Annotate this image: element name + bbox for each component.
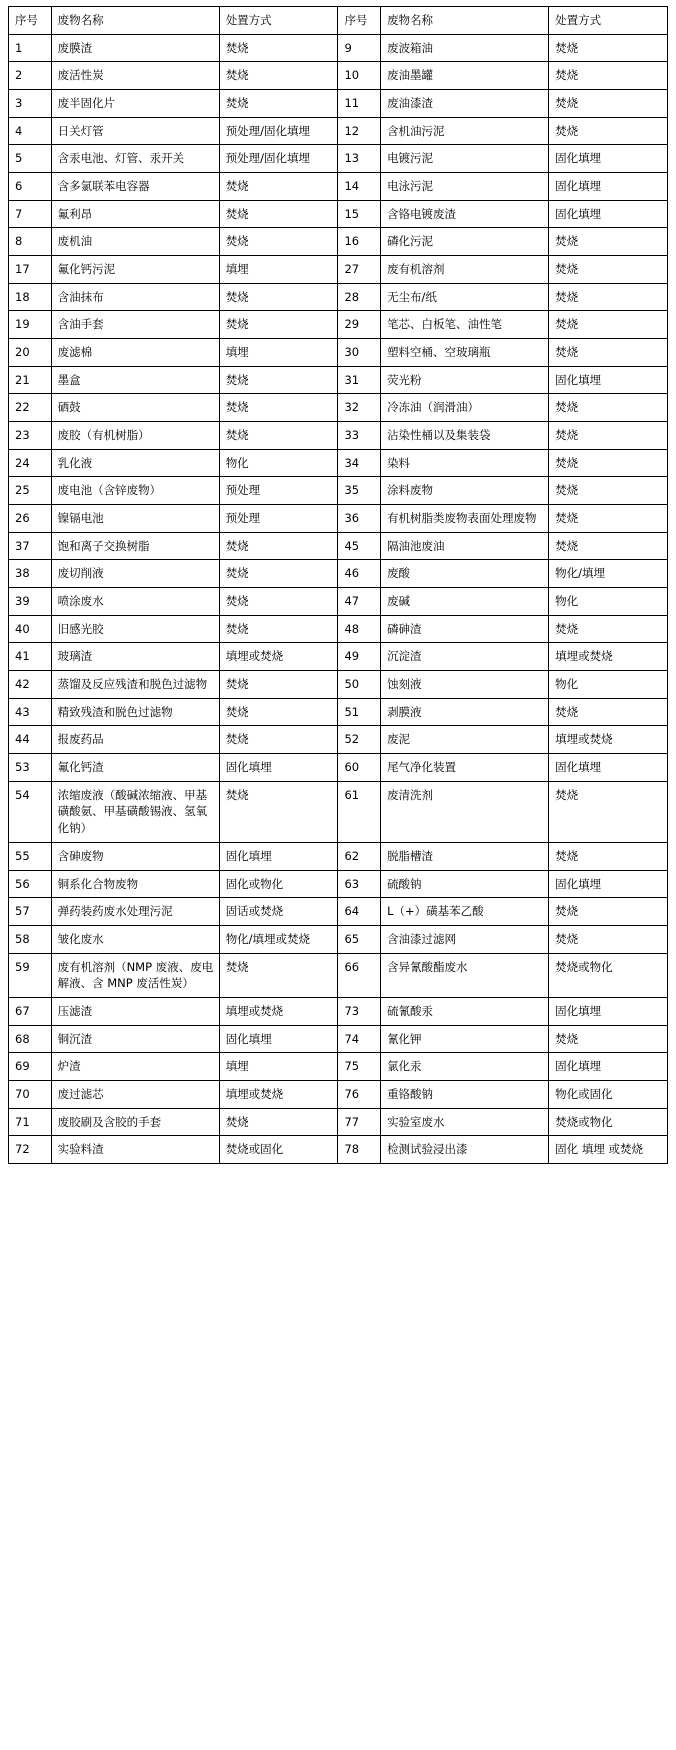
cell-disposal-method: 固化填埋 xyxy=(549,145,668,173)
cell-index: 41 xyxy=(9,643,52,671)
cell-waste-name: 实验室废水 xyxy=(381,1108,549,1136)
cell-disposal-method: 焚烧或物化 xyxy=(549,1108,668,1136)
cell-disposal-method: 焚烧 xyxy=(219,726,338,754)
table-row xyxy=(9,366,668,394)
cell-waste-name: 含异氰酸酯废水 xyxy=(381,953,549,997)
cell-index: 53 xyxy=(9,754,52,782)
cell-disposal-method: 焚烧 xyxy=(219,615,338,643)
cell-index: 31 xyxy=(338,366,381,394)
table-row xyxy=(9,997,668,1025)
cell-waste-name: 涂料废物 xyxy=(381,477,549,505)
cell-index: 9 xyxy=(338,34,381,62)
cell-waste-name: 沾染性桶以及集装袋 xyxy=(381,422,549,450)
cell-disposal-method: 固化填埋 xyxy=(549,754,668,782)
table-row xyxy=(9,62,668,90)
cell-waste-name: 荧光粉 xyxy=(381,366,549,394)
cell-index: 61 xyxy=(338,781,381,842)
cell-waste-name: 废酸 xyxy=(381,560,549,588)
cell-index: 2 xyxy=(9,62,52,90)
cell-waste-name: 含砷废物 xyxy=(51,842,219,870)
cell-index: 15 xyxy=(338,200,381,228)
cell-index: 14 xyxy=(338,173,381,201)
cell-index: 72 xyxy=(9,1136,52,1164)
cell-disposal-method: 焚烧 xyxy=(549,449,668,477)
cell-index: 52 xyxy=(338,726,381,754)
cell-index: 45 xyxy=(338,532,381,560)
cell-disposal-method: 焚烧 xyxy=(219,394,338,422)
cell-disposal-method: 焚烧 xyxy=(549,283,668,311)
cell-disposal-method: 固化 填埋 或焚烧 xyxy=(549,1136,668,1164)
cell-index: 7 xyxy=(9,200,52,228)
cell-disposal-method: 填埋或焚烧 xyxy=(219,997,338,1025)
cell-index: 67 xyxy=(9,997,52,1025)
cell-disposal-method: 固化填埋 xyxy=(549,997,668,1025)
cell-disposal-method: 预处理 xyxy=(219,477,338,505)
cell-waste-name: 脱脂槽渣 xyxy=(381,842,549,870)
cell-index: 58 xyxy=(9,925,52,953)
cell-index: 60 xyxy=(338,754,381,782)
cell-disposal-method: 焚烧 xyxy=(219,366,338,394)
cell-waste-name: 含机油污泥 xyxy=(381,117,549,145)
cell-waste-name: 氰化钾 xyxy=(381,1025,549,1053)
cell-disposal-method: 焚烧 xyxy=(549,228,668,256)
cell-disposal-method: 填埋 xyxy=(219,339,338,367)
cell-disposal-method: 预处理/固化填埋 xyxy=(219,117,338,145)
cell-index: 39 xyxy=(9,588,52,616)
cell-disposal-method: 焚烧 xyxy=(549,898,668,926)
cell-index: 12 xyxy=(338,117,381,145)
cell-index: 17 xyxy=(9,256,52,284)
cell-disposal-method: 预处理 xyxy=(219,505,338,533)
cell-disposal-method: 填埋或焚烧 xyxy=(219,643,338,671)
cell-waste-name: 废电池（含锌废物） xyxy=(51,477,219,505)
cell-index: 54 xyxy=(9,781,52,842)
cell-disposal-method: 焚烧 xyxy=(219,283,338,311)
cell-index: 13 xyxy=(338,145,381,173)
cell-index: 34 xyxy=(338,449,381,477)
cell-index: 5 xyxy=(9,145,52,173)
cell-disposal-method: 焚烧 xyxy=(549,311,668,339)
cell-disposal-method: 物化 xyxy=(549,588,668,616)
cell-waste-name: 笔芯、白板笔、油性笔 xyxy=(381,311,549,339)
cell-disposal-method: 焚烧 xyxy=(219,34,338,62)
cell-waste-name: 弹药装药废水处理污泥 xyxy=(51,898,219,926)
cell-index: 51 xyxy=(338,698,381,726)
table-row xyxy=(9,422,668,450)
cell-index: 47 xyxy=(338,588,381,616)
cell-index: 27 xyxy=(338,256,381,284)
table-row xyxy=(9,671,668,699)
cell-waste-name: 废有机溶剂（NMP 废液、废电解液、含 MNP 废活性炭） xyxy=(51,953,219,997)
cell-waste-name: 氯化汞 xyxy=(381,1053,549,1081)
cell-waste-name: 塑料空桶、空玻璃瓶 xyxy=(381,339,549,367)
cell-waste-name: 氟化钙污泥 xyxy=(51,256,219,284)
cell-waste-name: 废胶（有机树脂） xyxy=(51,422,219,450)
cell-waste-name: 炉渣 xyxy=(51,1053,219,1081)
cell-disposal-method: 焚烧 xyxy=(549,339,668,367)
cell-disposal-method: 焚烧 xyxy=(549,842,668,870)
cell-waste-name: 墨盒 xyxy=(51,366,219,394)
cell-waste-name: 废有机溶剂 xyxy=(381,256,549,284)
table-header-cell: 序号 xyxy=(9,7,52,35)
cell-waste-name: 氟利昂 xyxy=(51,200,219,228)
cell-waste-name: 含汞电池、灯管、汞开关 xyxy=(51,145,219,173)
cell-waste-name: L（+）磺基苯乙酸 xyxy=(381,898,549,926)
table-row xyxy=(9,615,668,643)
cell-index: 44 xyxy=(9,726,52,754)
cell-index: 75 xyxy=(338,1053,381,1081)
table-row xyxy=(9,842,668,870)
cell-disposal-method: 焚烧 xyxy=(219,560,338,588)
cell-waste-name: 喷涂废水 xyxy=(51,588,219,616)
table-header-cell: 序号 xyxy=(338,7,381,35)
table-header-cell: 处置方式 xyxy=(219,7,338,35)
table-row xyxy=(9,256,668,284)
cell-waste-name: 含油漆过滤网 xyxy=(381,925,549,953)
cell-waste-name: 废油墨罐 xyxy=(381,62,549,90)
table-row xyxy=(9,560,668,588)
cell-disposal-method: 物化 xyxy=(219,449,338,477)
cell-waste-name: 蒸馏及反应残渣和脱色过滤物 xyxy=(51,671,219,699)
cell-disposal-method: 焚烧 xyxy=(219,200,338,228)
cell-waste-name: 染料 xyxy=(381,449,549,477)
cell-disposal-method: 固化填埋 xyxy=(549,173,668,201)
cell-waste-name: 废半固化片 xyxy=(51,90,219,118)
cell-waste-name: 磷砷渣 xyxy=(381,615,549,643)
cell-index: 38 xyxy=(9,560,52,588)
table-row xyxy=(9,145,668,173)
cell-disposal-method: 填埋或焚烧 xyxy=(549,643,668,671)
table-row xyxy=(9,1136,668,1164)
cell-disposal-method: 物化或固化 xyxy=(549,1080,668,1108)
cell-index: 46 xyxy=(338,560,381,588)
cell-index: 10 xyxy=(338,62,381,90)
cell-index: 29 xyxy=(338,311,381,339)
cell-index: 33 xyxy=(338,422,381,450)
table-header-row xyxy=(9,7,668,35)
cell-index: 23 xyxy=(9,422,52,450)
cell-waste-name: 废滤棉 xyxy=(51,339,219,367)
cell-waste-name: 含油抹布 xyxy=(51,283,219,311)
cell-disposal-method: 物化/填埋 xyxy=(549,560,668,588)
cell-waste-name: 精致残渣和脱色过滤物 xyxy=(51,698,219,726)
cell-disposal-method: 焚烧 xyxy=(549,615,668,643)
cell-index: 1 xyxy=(9,34,52,62)
cell-waste-name: 含油手套 xyxy=(51,311,219,339)
cell-disposal-method: 填埋 xyxy=(219,256,338,284)
cell-waste-name: 废机油 xyxy=(51,228,219,256)
cell-index: 59 xyxy=(9,953,52,997)
cell-waste-name: 硫酸钠 xyxy=(381,870,549,898)
cell-index: 37 xyxy=(9,532,52,560)
cell-index: 73 xyxy=(338,997,381,1025)
cell-disposal-method: 焚烧或固化 xyxy=(219,1136,338,1164)
cell-index: 64 xyxy=(338,898,381,926)
cell-disposal-method: 焚烧 xyxy=(219,311,338,339)
table-row xyxy=(9,726,668,754)
cell-disposal-method: 焚烧 xyxy=(219,228,338,256)
cell-disposal-method: 焚烧 xyxy=(219,532,338,560)
cell-disposal-method: 焚烧 xyxy=(549,698,668,726)
cell-index: 28 xyxy=(338,283,381,311)
cell-index: 68 xyxy=(9,1025,52,1053)
cell-waste-name: 实验料渣 xyxy=(51,1136,219,1164)
cell-waste-name: 饱和离子交换树脂 xyxy=(51,532,219,560)
table-row xyxy=(9,283,668,311)
cell-index: 16 xyxy=(338,228,381,256)
cell-waste-name: 检测试验浸出漆 xyxy=(381,1136,549,1164)
cell-index: 71 xyxy=(9,1108,52,1136)
cell-index: 35 xyxy=(338,477,381,505)
cell-index: 78 xyxy=(338,1136,381,1164)
cell-index: 69 xyxy=(9,1053,52,1081)
cell-disposal-method: 焚烧 xyxy=(549,394,668,422)
table-row xyxy=(9,228,668,256)
cell-waste-name: 剥膜液 xyxy=(381,698,549,726)
cell-disposal-method: 焚烧 xyxy=(549,117,668,145)
table-row xyxy=(9,505,668,533)
cell-disposal-method: 填埋 xyxy=(219,1053,338,1081)
cell-disposal-method: 焚烧 xyxy=(549,1025,668,1053)
table-row xyxy=(9,117,668,145)
cell-index: 48 xyxy=(338,615,381,643)
waste-disposal-table xyxy=(8,6,668,1164)
cell-index: 32 xyxy=(338,394,381,422)
table-row xyxy=(9,1025,668,1053)
cell-index: 25 xyxy=(9,477,52,505)
cell-index: 76 xyxy=(338,1080,381,1108)
table-row xyxy=(9,1108,668,1136)
cell-index: 3 xyxy=(9,90,52,118)
cell-disposal-method: 物化/填埋或焚烧 xyxy=(219,925,338,953)
table-row xyxy=(9,311,668,339)
table-row xyxy=(9,90,668,118)
cell-waste-name: 废膜渣 xyxy=(51,34,219,62)
cell-disposal-method: 固化填埋 xyxy=(549,870,668,898)
cell-waste-name: 蚀刻液 xyxy=(381,671,549,699)
table-row xyxy=(9,781,668,842)
cell-waste-name: 沉淀渣 xyxy=(381,643,549,671)
table-row xyxy=(9,1053,668,1081)
cell-index: 74 xyxy=(338,1025,381,1053)
cell-index: 42 xyxy=(9,671,52,699)
cell-waste-name: 尾气净化装置 xyxy=(381,754,549,782)
table-row xyxy=(9,925,668,953)
cell-disposal-method: 焚烧 xyxy=(549,532,668,560)
cell-index: 22 xyxy=(9,394,52,422)
cell-waste-name: 含多氯联苯电容器 xyxy=(51,173,219,201)
table-row xyxy=(9,449,668,477)
cell-waste-name: 硫氰酸汞 xyxy=(381,997,549,1025)
cell-disposal-method: 预处理/固化填埋 xyxy=(219,145,338,173)
cell-index: 57 xyxy=(9,898,52,926)
cell-waste-name: 重铬酸钠 xyxy=(381,1080,549,1108)
cell-waste-name: 氟化钙渣 xyxy=(51,754,219,782)
cell-waste-name: 含铬电镀废渣 xyxy=(381,200,549,228)
cell-disposal-method: 焚烧 xyxy=(549,90,668,118)
cell-waste-name: 旧感光胶 xyxy=(51,615,219,643)
cell-disposal-method: 焚烧 xyxy=(549,505,668,533)
cell-disposal-method: 固话或焚烧 xyxy=(219,898,338,926)
cell-waste-name: 废碱 xyxy=(381,588,549,616)
table-row xyxy=(9,754,668,782)
cell-index: 20 xyxy=(9,339,52,367)
cell-waste-name: 磷化污泥 xyxy=(381,228,549,256)
cell-waste-name: 电泳污泥 xyxy=(381,173,549,201)
cell-waste-name: 废泥 xyxy=(381,726,549,754)
table-header-cell: 废物名称 xyxy=(51,7,219,35)
cell-index: 56 xyxy=(9,870,52,898)
cell-index: 18 xyxy=(9,283,52,311)
cell-disposal-method: 焚烧 xyxy=(219,698,338,726)
cell-disposal-method: 焚烧 xyxy=(549,34,668,62)
cell-index: 36 xyxy=(338,505,381,533)
cell-waste-name: 乳化液 xyxy=(51,449,219,477)
table-header-cell: 处置方式 xyxy=(549,7,668,35)
cell-disposal-method: 焚烧 xyxy=(219,953,338,997)
cell-disposal-method: 焚烧 xyxy=(549,422,668,450)
table-row xyxy=(9,532,668,560)
cell-disposal-method: 焚烧 xyxy=(219,422,338,450)
cell-disposal-method: 焚烧 xyxy=(549,256,668,284)
cell-index: 77 xyxy=(338,1108,381,1136)
cell-disposal-method: 固化填埋 xyxy=(219,1025,338,1053)
cell-waste-name: 废切削液 xyxy=(51,560,219,588)
table-row xyxy=(9,477,668,505)
cell-waste-name: 皱化废水 xyxy=(51,925,219,953)
cell-disposal-method: 焚烧 xyxy=(549,781,668,842)
cell-index: 4 xyxy=(9,117,52,145)
cell-waste-name: 压滤渣 xyxy=(51,997,219,1025)
cell-disposal-method: 填埋或焚烧 xyxy=(219,1080,338,1108)
cell-disposal-method: 固化填埋 xyxy=(549,200,668,228)
cell-disposal-method: 焚烧或物化 xyxy=(549,953,668,997)
cell-disposal-method: 焚烧 xyxy=(219,1108,338,1136)
cell-index: 21 xyxy=(9,366,52,394)
table-row xyxy=(9,1080,668,1108)
cell-disposal-method: 焚烧 xyxy=(219,90,338,118)
cell-waste-name: 有机树脂类废物表面处理废物 xyxy=(381,505,549,533)
cell-waste-name: 冷冻油（润滑油） xyxy=(381,394,549,422)
cell-waste-name: 镍镉电池 xyxy=(51,505,219,533)
table-row xyxy=(9,953,668,997)
table-row xyxy=(9,588,668,616)
cell-disposal-method: 固化填埋 xyxy=(549,366,668,394)
cell-index: 30 xyxy=(338,339,381,367)
cell-index: 70 xyxy=(9,1080,52,1108)
table-row xyxy=(9,173,668,201)
cell-waste-name: 铜沉渣 xyxy=(51,1025,219,1053)
table-row xyxy=(9,698,668,726)
cell-disposal-method: 焚烧 xyxy=(219,671,338,699)
cell-waste-name: 废波箱油 xyxy=(381,34,549,62)
table-row xyxy=(9,34,668,62)
cell-index: 62 xyxy=(338,842,381,870)
cell-index: 40 xyxy=(9,615,52,643)
cell-waste-name: 隔油池废油 xyxy=(381,532,549,560)
cell-waste-name: 玻璃渣 xyxy=(51,643,219,671)
cell-waste-name: 浓缩废液（酸碱浓缩液、甲基磺酸氨、甲基磺酸锡液、氢氧化钠） xyxy=(51,781,219,842)
cell-disposal-method: 固化填埋 xyxy=(219,754,338,782)
cell-index: 55 xyxy=(9,842,52,870)
cell-waste-name: 废过滤芯 xyxy=(51,1080,219,1108)
cell-index: 66 xyxy=(338,953,381,997)
cell-waste-name: 硒鼓 xyxy=(51,394,219,422)
table-row xyxy=(9,394,668,422)
table-row xyxy=(9,643,668,671)
cell-waste-name: 废油漆渣 xyxy=(381,90,549,118)
cell-waste-name: 日关灯管 xyxy=(51,117,219,145)
cell-waste-name: 无尘布/纸 xyxy=(381,283,549,311)
table-row xyxy=(9,200,668,228)
cell-index: 19 xyxy=(9,311,52,339)
cell-index: 8 xyxy=(9,228,52,256)
cell-waste-name: 电镀污泥 xyxy=(381,145,549,173)
cell-disposal-method: 固化填埋 xyxy=(219,842,338,870)
table-row xyxy=(9,898,668,926)
cell-disposal-method: 固化填埋 xyxy=(549,1053,668,1081)
cell-disposal-method: 物化 xyxy=(549,671,668,699)
cell-index: 50 xyxy=(338,671,381,699)
cell-index: 63 xyxy=(338,870,381,898)
cell-index: 26 xyxy=(9,505,52,533)
table-row xyxy=(9,870,668,898)
cell-waste-name: 废活性炭 xyxy=(51,62,219,90)
table-header-cell: 废物名称 xyxy=(381,7,549,35)
cell-index: 49 xyxy=(338,643,381,671)
cell-disposal-method: 固化或物化 xyxy=(219,870,338,898)
cell-index: 24 xyxy=(9,449,52,477)
cell-disposal-method: 焚烧 xyxy=(219,173,338,201)
cell-waste-name: 报废药品 xyxy=(51,726,219,754)
cell-index: 43 xyxy=(9,698,52,726)
cell-disposal-method: 填埋或焚烧 xyxy=(549,726,668,754)
cell-index: 6 xyxy=(9,173,52,201)
cell-disposal-method: 焚烧 xyxy=(549,477,668,505)
cell-waste-name: 铜系化合物废物 xyxy=(51,870,219,898)
cell-index: 11 xyxy=(338,90,381,118)
table-row xyxy=(9,339,668,367)
cell-disposal-method: 焚烧 xyxy=(219,781,338,842)
cell-disposal-method: 焚烧 xyxy=(549,62,668,90)
cell-disposal-method: 焚烧 xyxy=(219,62,338,90)
cell-disposal-method: 焚烧 xyxy=(219,588,338,616)
cell-index: 65 xyxy=(338,925,381,953)
cell-waste-name: 废清洗剂 xyxy=(381,781,549,842)
cell-waste-name: 废胶刷及含胶的手套 xyxy=(51,1108,219,1136)
cell-disposal-method: 焚烧 xyxy=(549,925,668,953)
